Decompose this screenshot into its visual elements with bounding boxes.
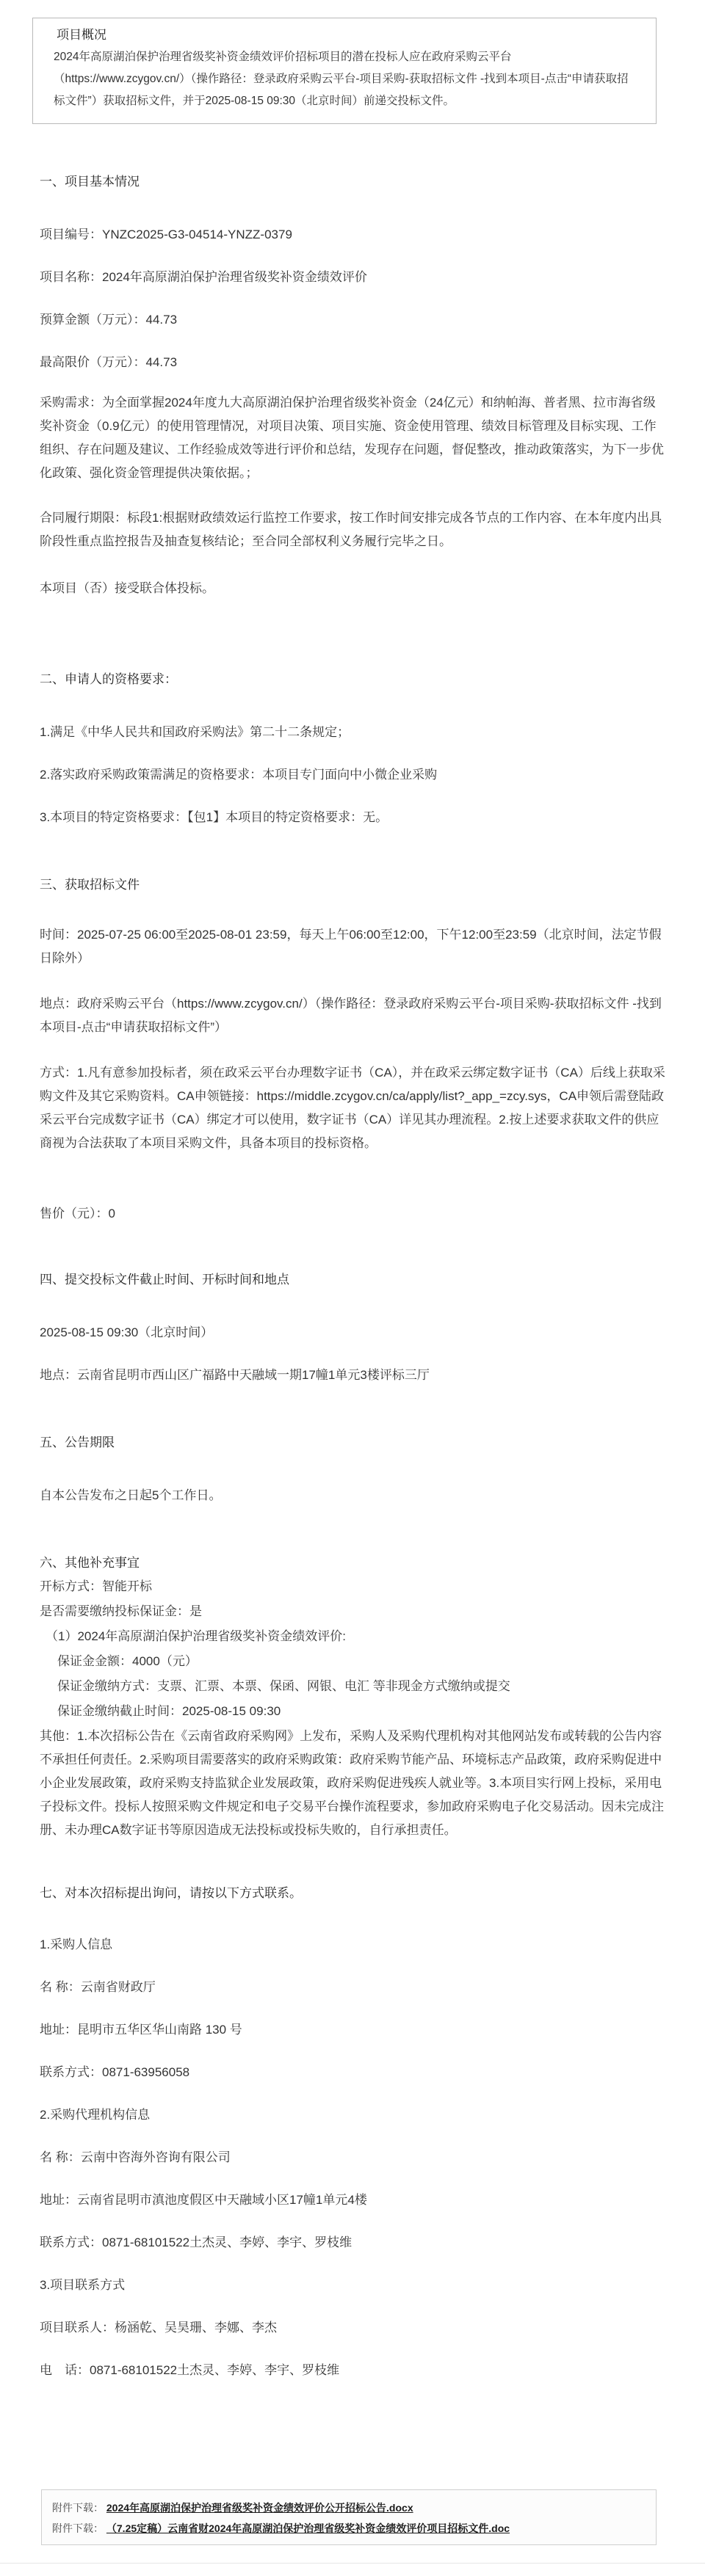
section-heading-contact: 七、对本次招标提出询问，请按以下方式联系。 bbox=[40, 1886, 302, 1900]
attachment-row bbox=[52, 2521, 510, 2536]
obtain-place: 地点：政府采购云平台（https://www.zcygov.cn/）（操作路径：登录政府采购云平台-项目采购-获取招标文件 -找到本项目-点击“申请获取招标文件”） bbox=[40, 997, 662, 1034]
attachment-link-tender-doc[interactable]: （7.25定稿）云南省财2024年高原湖泊保护治理省级奖补资金绩效评价项目招标文件.doc bbox=[106, 2522, 510, 2534]
project-name: 项目名称：2024年高原湖泊保护治理省级奖补资金绩效评价 bbox=[40, 270, 367, 284]
deposit-item: （1）2024年高原湖泊保护治理省级奖补资金绩效评价: bbox=[46, 1629, 346, 1643]
deposit-required: 是否需要缴纳投标保证金：是 bbox=[40, 1604, 202, 1618]
deposit-deadline: 保证金缴纳截止时间：2025-08-15 09:30 bbox=[57, 1704, 281, 1718]
deposit-amount: 保证金金额：4000（元） bbox=[57, 1654, 198, 1668]
section-heading-basic-info: 一、项目基本情况 bbox=[40, 175, 140, 189]
qualification-2: 2.落实政府采购政策需满足的资格要求：本项目专门面向中小微企业采购 bbox=[40, 768, 438, 782]
obtain-time: 时间：2025-07-25 06:00至2025-08-01 23:59，每天上午06:00至12:00，下午12:00至23:59（北京时间，法定节假日除外） bbox=[40, 928, 662, 965]
procurement-demand: 采购需求：为全面掌握2024年度九大高原湖泊保护治理省级奖补资金（24亿元）和纳帕海、普者黑、拉市海省级奖补资金（0.9亿元）的使用管理情况，对项目决策、项目实施、资金使用管理、绩效目标管理及目标实现、工作组织、存在问题及建议、工作经验成效等进行评价和总结，发现存在问题，督促整改，推动政策落实，为下一步优化政策、强化资金管理提供决策依据。； bbox=[40, 396, 664, 480]
contract-period: 合同履行期限：标段1:根据财政绩效运行监控工作要求，按工作时间安排完成各节点的工作内容、在本年度内出具阶段性重点监控报告及抽查复核结论；至合同全部权利义务履行完毕之日。 bbox=[40, 511, 662, 548]
opening-place: 地点：云南省昆明市西山区广福路中天融域一期17幢1单元3楼评标三厅 bbox=[40, 1368, 430, 1382]
section-heading-qualification: 二、申请人的资格要求： bbox=[40, 672, 177, 686]
section-heading-other: 六、其他补充事宜 bbox=[40, 1556, 140, 1570]
project-number: 项目编号：YNZC2025-G3-04514-YNZZ-0379 bbox=[40, 228, 292, 241]
max-price: 最高限价（万元）：44.73 bbox=[40, 355, 178, 369]
agency-phone: 联系方式：0871-68101522土杰灵、李婷、李宇、罗枝维 bbox=[40, 2235, 352, 2249]
section-heading-notice-period: 五、公告期限 bbox=[40, 1436, 115, 1449]
opening-method: 开标方式：智能开标 bbox=[40, 1579, 152, 1593]
other-notes: 其他：1.本次招标公告在《云南省政府采购网》上发布，采购人及采购代理机构对其他网站发布或转载的公告内容不承担任何责任。2.采购项目需要落实的政府采购政策：政府采购节能产品、环境标志产品政策，政府采购促进中小企业发展政策，政府采购支持监狱企业发展政策，政府采购促进残疾人就业等。3.本项目实行网上投标，采用电子投标文件。投标人按照采购文件规定和电子交易平台操作流程要求，参加政府采购电子化交易活动。因未完成注册、未办理CA数字证书等原因造成无法投标或投标失败的，自行承担责任。 bbox=[40, 1729, 664, 1837]
project-overview-box bbox=[32, 18, 657, 124]
attachment-row bbox=[52, 2500, 413, 2515]
project-contact-title: 3.项目联系方式 bbox=[40, 2278, 126, 2292]
agency-address: 地址：云南省昆明市滇池度假区中天融域小区17幢1单元4楼 bbox=[40, 2193, 367, 2207]
overview-text: 2024年高原湖泊保护治理省级奖补资金绩效评价招标项目的潜在投标人应在政府采购云平台（https://www.zcygov.cn/）（操作路径：登录政府采购云平台-项目采购-获取招标文件 -找到本项目-点击“申请获取招标文件”）获取招标文件，并于2025-08-15 09:30（北京时间）前递交投标文件。 bbox=[54, 51, 629, 107]
project-contact-people: 项目联系人：杨涵乾、吴昊珊、李娜、李杰 bbox=[40, 2321, 277, 2335]
footer-divider bbox=[0, 2563, 705, 2564]
consortium-note: 本项目（否）接受联合体投标。 bbox=[40, 581, 214, 595]
attachment-label: 附件下载： bbox=[52, 2522, 104, 2534]
notice-period: 自本公告发布之日起5个工作日。 bbox=[40, 1488, 222, 1502]
section-heading-deadline: 四、提交投标文件截止时间、开标时间和地点 bbox=[40, 1273, 289, 1287]
attachment-link-announcement[interactable]: 2024年高原湖泊保护治理省级奖补资金绩效评价公开招标公告.docx bbox=[106, 2502, 413, 2514]
agency-title: 2.采购代理机构信息 bbox=[40, 2108, 151, 2122]
qualification-3: 3.本项目的特定资格要求：【包1】本项目的特定资格要求：无。 bbox=[40, 810, 388, 824]
attachments-box bbox=[41, 2489, 657, 2545]
overview-title: 项目概况 bbox=[57, 28, 106, 42]
agency-name: 名 称：云南中咨海外咨询有限公司 bbox=[40, 2150, 231, 2164]
attachment-label: 附件下载： bbox=[52, 2502, 104, 2514]
deposit-method: 保证金缴纳方式：支票、汇票、本票、保函、网银、电汇 等非现金方式缴纳或提交 bbox=[57, 1679, 510, 1693]
purchaser-title: 1.采购人信息 bbox=[40, 1938, 113, 1951]
purchaser-address: 地址：昆明市五华区华山南路 130 号 bbox=[40, 2023, 242, 2037]
purchaser-name: 名 称：云南省财政厅 bbox=[40, 1980, 156, 1994]
section-heading-obtain-docs: 三、获取招标文件 bbox=[40, 878, 140, 892]
purchaser-phone: 联系方式：0871-63956058 bbox=[40, 2065, 190, 2079]
budget-amount: 预算金额（万元）：44.73 bbox=[40, 313, 178, 327]
sale-price: 售价（元）：0 bbox=[40, 1207, 115, 1220]
obtain-method: 方式：1.凡有意参加投标者，须在政采云平台办理数字证书（CA），并在政采云绑定数字证书（CA）后线上获取采购文件及其它采购资料。CA申领链接：https://middle.zcygov.cn/ca/apply/list?_app_=zcy.sys，CA申领后需登陆政采云平台完成数字证书（CA）绑定才可以使用，数字证书（CA）详见其办理流程。2.按上述要求获取文件的供应商视为合法获取了本项目采购文件，具备本项目的投标资格。 bbox=[40, 1066, 665, 1150]
qualification-1: 1.满足《中华人民共和国政府采购法》第二十二条规定； bbox=[40, 725, 350, 739]
deadline-time: 2025-08-15 09:30（北京时间） bbox=[40, 1325, 214, 1339]
project-contact-phone: 电 话：0871-68101522土杰灵、李婷、李宇、罗枝维 bbox=[40, 2363, 340, 2377]
